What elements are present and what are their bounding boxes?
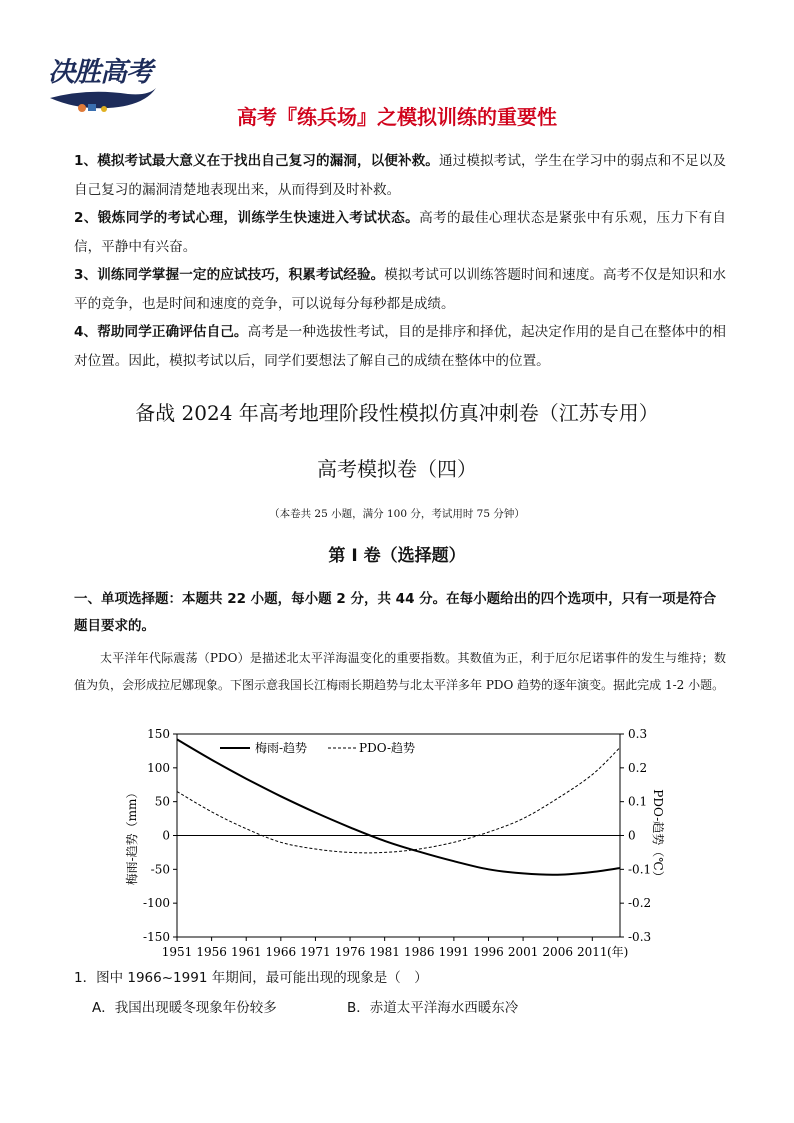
option-a[interactable]: A．我国出现暖冬现象年份较多 — [92, 1000, 277, 1016]
series-meiyu-trend-line — [177, 739, 620, 874]
right-tick-label: -0.2 — [628, 896, 652, 911]
intro-item-1 — [74, 147, 726, 204]
instructions: 一、单项选择题：本题共 22 小题，每小题 2 分，共 44 分。在每小题给出的四个选项中，只有一项是符合题目要求的。 — [74, 591, 717, 634]
question-1: 1．图中 1966~1991 年期间，最可能出现的现象是（ ） — [74, 970, 428, 986]
intro-item-3-bold: 3、训练同学掌握一定的应试技巧，积累考试经验。 — [74, 267, 385, 283]
right-tick-label: 0.1 — [628, 794, 648, 809]
x-tick-label: 2006 — [542, 945, 573, 959]
left-tick-label: -50 — [150, 862, 170, 877]
x-tick-label: 1996 — [473, 945, 504, 959]
right-tick-label: -0.3 — [628, 930, 652, 944]
x-tick-label: 1991 — [438, 945, 470, 959]
x-tick-label: 1976 — [334, 945, 366, 959]
legend-label-pdo: PDO-趋势 — [359, 741, 416, 755]
right-tick-label: 0.3 — [628, 727, 648, 741]
intro-item-4-bold: 4、帮助同学正确评估自己。 — [74, 324, 248, 340]
right-tick-label: -0.1 — [628, 862, 652, 877]
intro-item-3-text: 模拟考试可以训练答题时间和速度。高考不仅是知识和水平的竞争，也是时间和速度的竞争，可以说每分每秒都是成绩。 — [74, 267, 726, 312]
x-tick-label: 1971 — [300, 945, 331, 959]
intro-item-1-bold: 1、模拟考试最大意义在于找出自己复习的漏洞，以便补救。 — [74, 153, 439, 169]
x-tick-label: 1961 — [230, 945, 262, 959]
intro-section — [74, 147, 726, 375]
left-tick-label: -100 — [143, 896, 170, 911]
exam-title: 备战 2024 年高考地理阶段性模拟仿真冲刺卷（江苏专用） — [135, 401, 659, 425]
left-axis-ticks — [143, 727, 177, 944]
intro-item-2-bold: 2、锻炼同学的考试心理，训练学生快速进入考试状态。 — [74, 210, 420, 226]
x-tick-label: 1951 — [161, 945, 193, 959]
x-tick-label: 1966 — [265, 945, 297, 959]
exam-note: （本卷共 25 小题，满分 100 分，考试用时 75 分钟） — [269, 508, 525, 520]
x-unit-label: (年) — [607, 945, 629, 959]
left-tick-label: 100 — [147, 760, 170, 775]
intro-item-3 — [74, 261, 726, 318]
logo-text: 决胜高考 — [48, 57, 152, 88]
left-tick-label: 0 — [162, 828, 170, 843]
x-tick-label: 1956 — [196, 945, 227, 959]
x-tick-label: 1981 — [369, 945, 400, 959]
chart — [120, 724, 665, 964]
right-tick-label: 0 — [628, 828, 636, 843]
left-tick-label: 50 — [154, 794, 170, 809]
left-axis-label: 梅雨-趋势（mm） — [125, 786, 139, 886]
headline: 高考『练兵场』之模拟训练的重要性 — [237, 105, 557, 129]
series-pdo-trend-line — [177, 748, 620, 853]
intro-item-2 — [74, 204, 726, 261]
left-tick-label: -150 — [143, 930, 170, 944]
option-b[interactable]: B．赤道太平洋海水西暖东冷 — [347, 1000, 519, 1016]
passage: 太平洋年代际震荡（PDO）是描述北太平洋海温变化的重要指数。其数值为正，利于厄尔尼诺事件的发生与维持；数值为负，会形成拉尼娜现象。下图示意我国长江梅雨长期趋势与北太平洋多年 PDO 趋势的逐年演变。据此完成 1-2 小题。 — [74, 651, 726, 692]
right-axis-ticks — [620, 727, 651, 944]
intro-item-4-text: 高考是一种选拔性考试，目的是排序和择优，起决定作用的是自己在整体中的相对位置。因此，模拟考试以后，同学们要想法了解自己的成绩在整体中的位置。 — [74, 324, 726, 369]
right-axis-label: PDO-趋势（℃） — [651, 789, 665, 883]
left-tick-label: 150 — [147, 727, 170, 741]
x-tick-label: 1986 — [403, 945, 435, 959]
intro-item-1-text: 通过模拟考试，学生在学习中的弱点和不足以及自己复习的漏洞清楚地表现出来，从而得到及时补救。 — [74, 153, 726, 198]
intro-item-4 — [74, 318, 726, 375]
exam-subtitle: 高考模拟卷（四） — [317, 457, 477, 481]
section-title: 第 I 卷（选择题） — [328, 546, 466, 566]
legend-label-meiyu: 梅雨-趋势 — [255, 741, 308, 755]
x-tick-label: 2011 — [577, 945, 608, 959]
intro-item-2-text: 高考的最佳心理状态是紧张中有乐观，压力下有自信，平静中有兴奋。 — [74, 210, 726, 255]
x-axis-ticks — [162, 937, 608, 959]
right-tick-label: 0.2 — [628, 760, 648, 775]
x-tick-label: 2001 — [507, 945, 539, 959]
